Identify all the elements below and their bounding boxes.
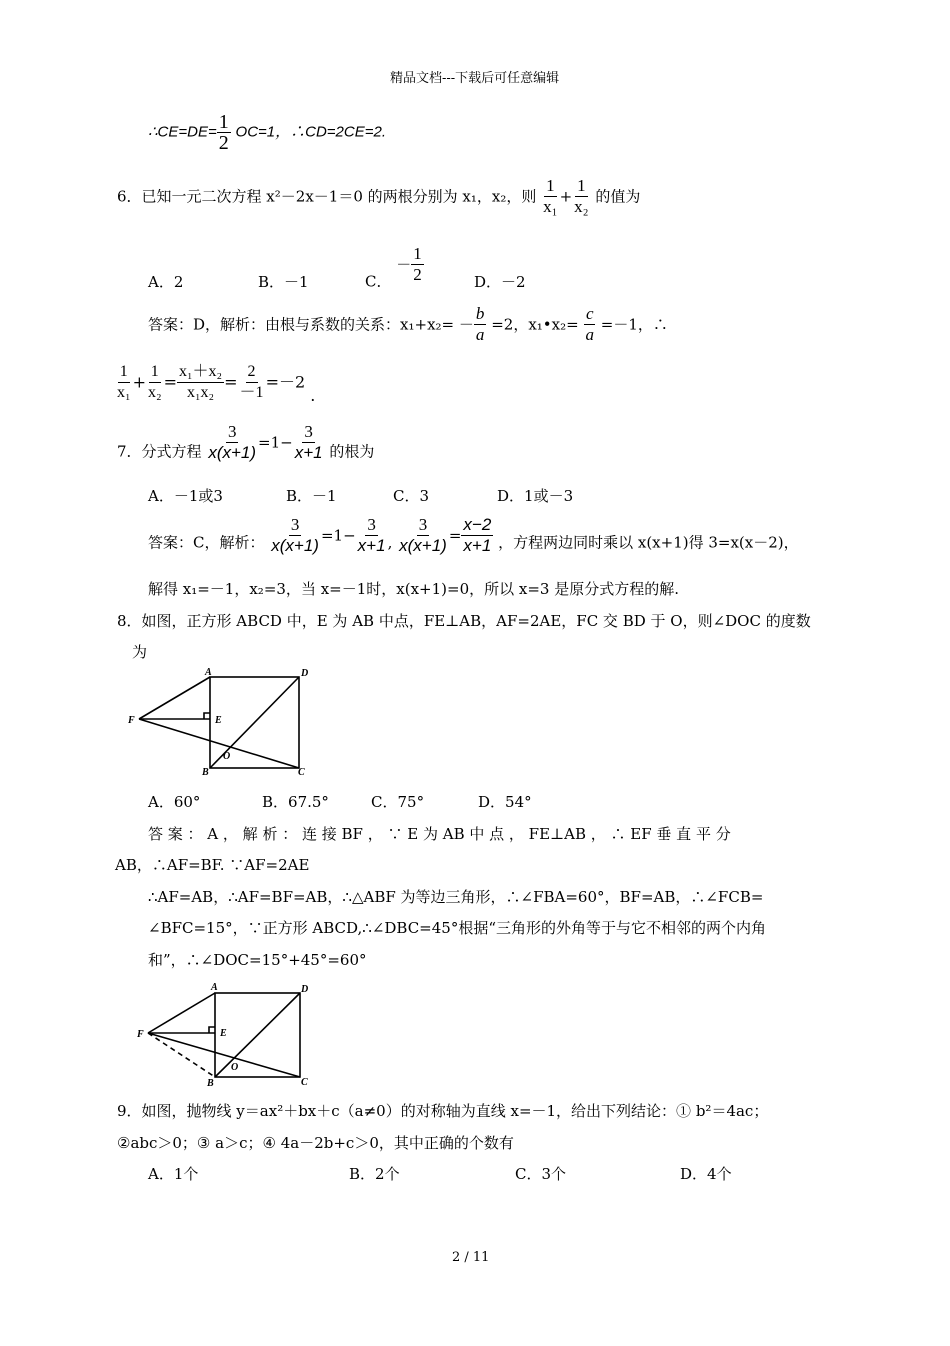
q6-option-c: C． － $\frac{1}{2}$ <box>365 244 422 291</box>
q8-stem-line1: 8．如图，正方形 ABCD 中，E 为 AB 中点，FE⊥AB，AF=2AE，FC 交 BD 于 O，则∠DOC 的度数 <box>117 612 811 630</box>
q9-option-d: D．4个 <box>680 1165 732 1183</box>
q8-option-c: C．75° <box>371 793 425 811</box>
page-number: 2 / 11 <box>452 1250 490 1265</box>
q9-stem-line1: 9．如图，抛物线 y＝ax²＋bx＋c（a≠0）的对称轴为直线 x=－1，给出下列结论：① b²＝4ac； <box>117 1102 769 1120</box>
label-o: O <box>231 1062 239 1073</box>
q8-answer-line4: ∠BFC=15°，∵正方形 ABCD,∴∠DBC=45°根据“三角形的外角等于与它不相邻的两个内角 <box>148 919 767 937</box>
q6-option-a: A．2 <box>148 273 184 291</box>
label-a: A <box>205 667 212 678</box>
label-f: F <box>128 715 135 726</box>
q8-option-a: A．60° <box>148 793 201 811</box>
label-f: F <box>137 1029 144 1040</box>
label-o: O <box>223 751 231 762</box>
label-b: B <box>207 1078 214 1089</box>
q9-option-c: C．3个 <box>515 1165 567 1183</box>
q6-option-d: D．－2 <box>474 273 526 291</box>
q7-stem: 7．分式方程 $\frac{3}{x(x+1)}$ =1− $\frac{3}{x+1}$ 的根为 <box>117 422 375 462</box>
q7-option-a: A．－1或3 <box>148 487 223 505</box>
q6-answer: 答案：D，解析：由根与系数的关系：x₁+x₂= － $\frac{b}{a}$ =2，x₁•x₂= $\frac{c}{a}$ =－1，∴ <box>148 304 668 344</box>
q6-option-b: B．－1 <box>258 273 309 291</box>
q7-option-d: D．1或－3 <box>497 487 574 505</box>
q8-answer-line5: 和”，∴∠DOC=15°+45°=60° <box>148 951 367 969</box>
q6-formula: $\frac{1}{\text{x₁}}$ + $\frac{1}{\text{x₂}}$ = $\frac{\text{x₁＋x₂}}{\text{x₁x₂}}$ = $\frac{2}{-1}$ =－2 . <box>117 363 316 405</box>
label-c: C <box>298 767 305 778</box>
q8-answer-line3: ∴AF=AB，∴AF=BF=AB，∴△ABF 为等边三角形，∴∠FBA=60°，BF=AB，∴∠FCB= <box>148 888 764 906</box>
q8-figure-2 <box>133 978 323 1093</box>
q8-answer-line1: 答 案 ： A ， 解 析 ： 连 接 BF ， ∵ E 为 AB 中 点 ， FE⊥AB ， ∴ EF 垂 直 平 分 <box>148 825 731 843</box>
q6-stem: 6．已知一元二次方程 x²－2x－1＝0 的两根分别为 x₁，x₂，则 $\frac{1}{\text{x₁}}$ + $\frac{1}{\text{x₂}}$ 的值为 <box>117 176 641 216</box>
label-d: D <box>301 984 309 995</box>
q7-answer-line2: 解得 x₁=－1，x₂=3，当 x=－1时，x(x+1)=0，所以 x=3 是原分式方程的解. <box>148 580 680 598</box>
q8-answer-line2: AB，∴AF=BF. ∵AF=2AE <box>115 856 310 874</box>
q8-figure-1 <box>125 665 320 780</box>
q9-option-a: A．1个 <box>148 1165 199 1183</box>
label-e: E <box>215 715 222 726</box>
q8-stem-line2: 为 <box>132 643 148 661</box>
label-e: E <box>220 1028 227 1039</box>
page-header: 精品文档---下载后可任意编辑 <box>390 71 560 86</box>
prev-solution-line: ∴CE=DE= $\frac{1}{2}$ OC=1，∴CD=2CE=2. <box>148 111 387 154</box>
label-a: A <box>211 982 218 993</box>
label-b: B <box>202 767 209 778</box>
q8-option-d: D．54° <box>478 793 532 811</box>
q7-answer: 答案：C，解析： $\frac{3}{x(x+1)}$ =1− $\frac{3}{x+1}$ , $\frac{3}{x(x+1)}$ = $\frac{x-2}{x+1}$ ，方程两边同时乘以 x(x+1)得 3=x(x－2)， <box>148 515 799 555</box>
q7-option-c: C．3 <box>393 487 430 505</box>
q9-option-b: B．2个 <box>349 1165 400 1183</box>
label-d: D <box>301 668 309 679</box>
q7-option-b: B．－1 <box>286 487 337 505</box>
label-c: C <box>301 1077 308 1088</box>
q8-option-b: B．67.5° <box>262 793 329 811</box>
q9-stem-line2: ②abc＞0；③ a＞c；④ 4a－2b+c＞0，其中正确的个数有 <box>117 1134 514 1152</box>
